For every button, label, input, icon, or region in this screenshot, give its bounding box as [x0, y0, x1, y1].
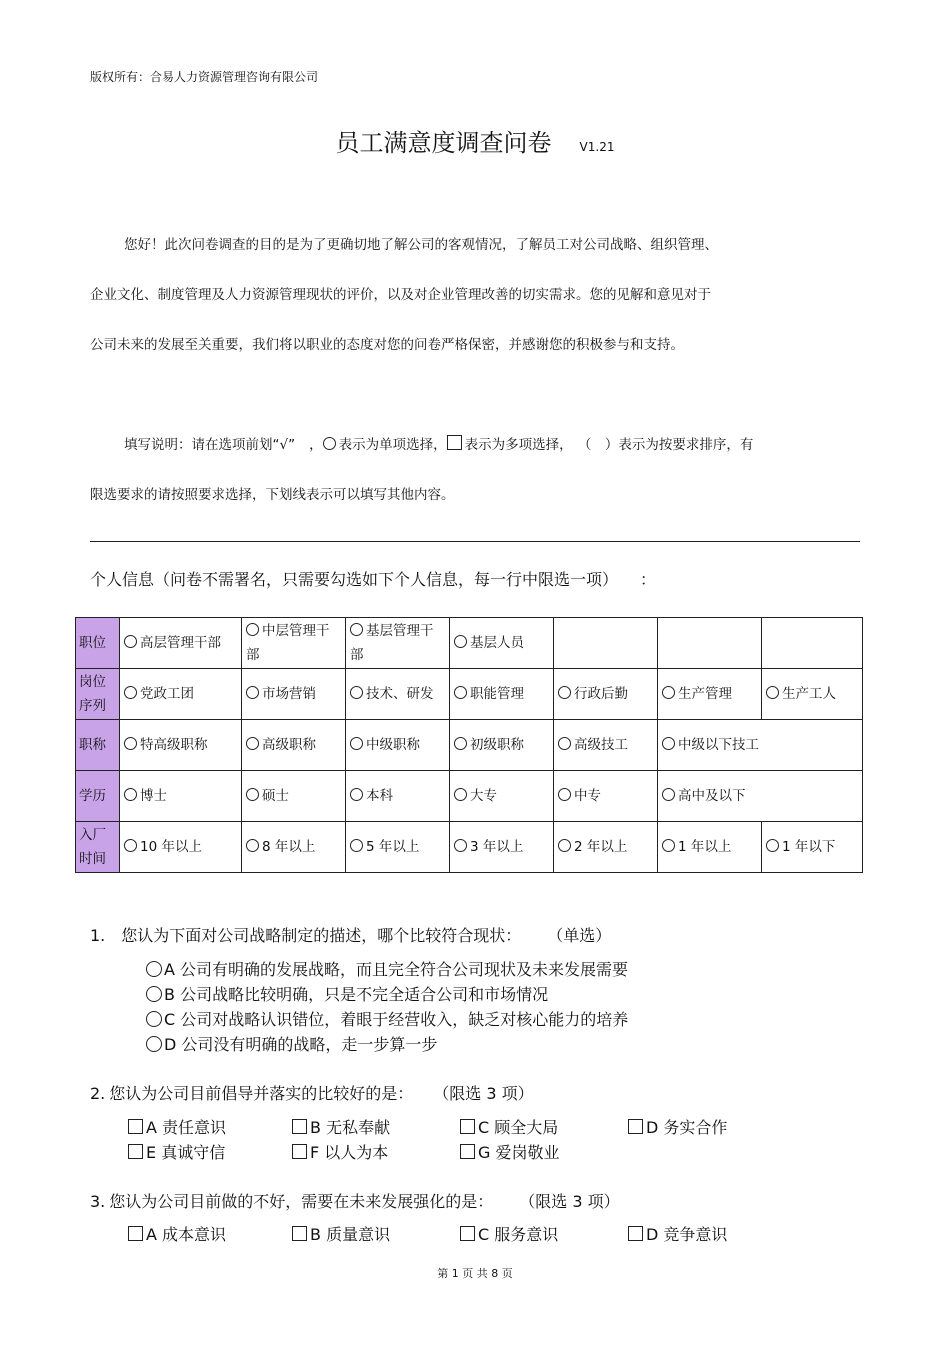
question-text: 您认为公司目前倡导并落实的比较好的是：	[109, 1084, 414, 1103]
option-cell[interactable]	[658, 720, 863, 771]
radio-circle-icon	[766, 839, 779, 852]
option-label: A 公司有明确的发展战略，而且完全符合公司现状及未来发展需要	[164, 960, 629, 979]
option-label: 本科	[366, 788, 393, 804]
row-header-job-family: 岗位序列	[76, 669, 120, 720]
checkbox-icon	[128, 1119, 143, 1134]
option-cell[interactable]	[120, 720, 242, 771]
radio-circle-icon	[246, 686, 259, 699]
option-label: 高中及以下	[678, 788, 746, 804]
option-label: F 以人为本	[310, 1143, 389, 1162]
option-label: 中层管理干部	[246, 623, 330, 663]
instructions-part-c: 表示为单项选择，	[338, 437, 447, 453]
radio-circle-icon	[246, 623, 259, 636]
table-row-job-family	[76, 669, 863, 720]
personal-info-colon: ：	[640, 570, 657, 589]
option-label: 基层管理干部	[350, 623, 434, 663]
option-cell[interactable]	[554, 669, 658, 720]
radio-circle-icon	[350, 686, 363, 699]
radio-circle-icon	[146, 961, 162, 977]
option-label: 行政后勤	[574, 686, 628, 702]
option-cell[interactable]	[450, 822, 554, 873]
option-label: 技术、研发	[366, 686, 434, 702]
instructions-part-b: ，	[309, 437, 323, 453]
page-title	[0, 123, 950, 158]
q2-option-c[interactable]	[460, 1115, 558, 1138]
table-row-title	[76, 720, 863, 771]
option-label: E 真诚守信	[146, 1143, 226, 1162]
option-label: 中级以下技工	[678, 737, 759, 753]
empty-cell	[554, 618, 658, 669]
radio-circle-icon	[350, 623, 363, 636]
table-row-tenure	[76, 822, 863, 873]
radio-circle-icon	[662, 686, 675, 699]
checkbox-icon	[628, 1226, 643, 1241]
option-cell[interactable]	[120, 822, 242, 873]
option-cell[interactable]	[554, 771, 658, 822]
radio-circle-icon	[146, 1036, 162, 1052]
radio-circle-icon	[454, 635, 467, 648]
option-label: D 公司没有明确的战略，走一步算一步	[164, 1035, 438, 1054]
checkbox-icon	[292, 1226, 307, 1241]
radio-circle-icon	[454, 839, 467, 852]
option-label: C 顾全大局	[478, 1118, 559, 1137]
option-label: 大专	[470, 788, 497, 804]
option-cell[interactable]	[242, 822, 346, 873]
q2-option-d[interactable]	[628, 1115, 727, 1138]
question-3	[90, 1189, 620, 1212]
version-label: V1.21	[579, 140, 615, 154]
option-cell[interactable]	[346, 771, 450, 822]
radio-circle-icon	[124, 635, 137, 648]
q3-option-b[interactable]	[292, 1222, 390, 1245]
question-text: 您认为下面对公司战略制定的描述，哪个比较符合现状：	[121, 926, 522, 945]
option-label: 10 年以上	[140, 839, 202, 855]
radio-circle-icon	[662, 737, 675, 750]
option-cell[interactable]	[762, 822, 863, 873]
empty-cell	[658, 618, 762, 669]
intro-line-1: 您好！此次问卷调查的目的是为了更确切地了解公司的客观情况，了解员工对公司战略、组织管理、	[124, 237, 718, 253]
table-row-position	[76, 618, 863, 669]
option-label: A 责任意识	[146, 1118, 227, 1137]
checkbox-icon	[460, 1144, 475, 1159]
option-cell[interactable]	[346, 618, 450, 669]
q1-option-b[interactable]	[146, 982, 548, 1005]
checkbox-icon	[292, 1144, 307, 1159]
option-label: 生产管理	[678, 686, 732, 702]
question-1	[90, 923, 611, 946]
radio-circle-icon	[558, 788, 571, 801]
intro-line-2: 企业文化、制度管理及人力资源管理现状的评价，以及对企业管理改善的切实需求。您的见解和意见对于	[90, 287, 711, 303]
row-header-position: 职位	[76, 618, 120, 669]
option-cell[interactable]	[120, 618, 242, 669]
question-2	[90, 1081, 534, 1104]
radio-circle-icon	[124, 737, 137, 750]
copyright-notice: 版权所有：合易人力资源管理咨询有限公司	[90, 70, 319, 84]
option-label: 中专	[574, 788, 601, 804]
row-header-title: 职称	[76, 720, 120, 771]
page-footer: 第 1 页 共 8 页	[437, 1267, 513, 1280]
instructions-line-2: 限选要求的请按照要求选择，下划线表示可以填写其他内容。	[90, 487, 455, 503]
row-header-education: 学历	[76, 771, 120, 822]
option-cell[interactable]	[242, 618, 346, 669]
option-label: 博士	[140, 788, 167, 804]
option-label: B 无私奉献	[310, 1118, 391, 1137]
option-label: 职能管理	[470, 686, 524, 702]
personal-info-title	[90, 567, 656, 590]
title-text: 员工满意度调查问卷	[335, 129, 552, 157]
option-label: 市场营销	[262, 686, 316, 702]
q2-option-e[interactable]	[128, 1140, 225, 1163]
radio-circle-icon	[454, 788, 467, 801]
radio-circle-icon	[246, 839, 259, 852]
option-label: 高层管理干部	[140, 635, 221, 651]
row-header-tenure: 入厂时间	[76, 822, 120, 873]
radio-circle-icon	[662, 788, 675, 801]
question-number: 3.	[90, 1192, 106, 1211]
instructions-part-d: 表示为多项选择，	[464, 437, 573, 453]
option-label: 硕士	[262, 788, 289, 804]
radio-circle-icon	[146, 986, 162, 1002]
instructions-part-a: 填写说明：请在选项前划“√”	[124, 437, 296, 453]
intro-line-3: 公司未来的发展至关重要，我们将以职业的态度对您的问卷严格保密，并感谢您的积极参与和支持。	[90, 337, 684, 353]
table-row-education	[76, 771, 863, 822]
option-label: A 成本意识	[146, 1225, 227, 1244]
radio-circle-icon	[246, 788, 259, 801]
option-label: 5 年以上	[366, 839, 420, 855]
option-label: 8 年以上	[262, 839, 316, 855]
option-label: D 竞争意识	[646, 1225, 728, 1244]
empty-cell	[762, 618, 863, 669]
radio-circle-icon	[558, 839, 571, 852]
multi-choice-box-icon	[447, 435, 462, 450]
option-label: 2 年以上	[574, 839, 628, 855]
option-label: 3 年以上	[470, 839, 524, 855]
radio-circle-icon	[124, 686, 137, 699]
option-cell[interactable]	[554, 822, 658, 873]
option-cell[interactable]	[658, 771, 863, 822]
checkbox-icon	[128, 1144, 143, 1159]
radio-circle-icon	[350, 737, 363, 750]
option-cell[interactable]	[120, 669, 242, 720]
q2-option-f[interactable]	[292, 1140, 388, 1163]
option-label: 1 年以上	[678, 839, 732, 855]
question-text: 您认为公司目前做的不好，需要在未来发展强化的是：	[109, 1192, 494, 1211]
option-cell[interactable]	[762, 669, 863, 720]
option-cell[interactable]	[242, 669, 346, 720]
option-label: 高级职称	[262, 737, 316, 753]
option-label: 中级职称	[366, 737, 420, 753]
radio-circle-icon	[662, 839, 675, 852]
option-cell[interactable]	[346, 669, 450, 720]
option-cell[interactable]	[450, 720, 554, 771]
q3-option-a[interactable]	[128, 1222, 226, 1245]
instructions-line-1	[90, 433, 860, 453]
radio-circle-icon	[350, 788, 363, 801]
q2-option-a[interactable]	[128, 1115, 226, 1138]
checkbox-icon	[292, 1119, 307, 1134]
radio-circle-icon	[558, 737, 571, 750]
option-label: 基层人员	[470, 635, 524, 651]
option-label: 初级职称	[470, 737, 524, 753]
personal-info-title-text: 个人信息（问卷不需署名，只需要勾选如下个人信息，每一行中限选一项）	[90, 570, 611, 589]
option-label: G 爱岗敬业	[478, 1143, 560, 1162]
q1-option-a[interactable]	[146, 957, 628, 980]
option-label: C 服务意识	[478, 1225, 559, 1244]
option-cell[interactable]	[120, 771, 242, 822]
option-cell[interactable]	[658, 669, 762, 720]
option-label: 高级技工	[574, 737, 628, 753]
option-cell[interactable]	[242, 720, 346, 771]
option-label: C 公司对战略认识错位，着眼于经营收入，缺乏对核心能力的培养	[164, 1010, 629, 1029]
q3-option-d[interactable]	[628, 1222, 727, 1245]
question-number: 2.	[90, 1084, 106, 1103]
single-choice-circle-icon	[323, 437, 336, 450]
option-cell[interactable]	[450, 669, 554, 720]
checkbox-icon	[628, 1119, 643, 1134]
option-label: 党政工团	[140, 686, 194, 702]
q2-option-b[interactable]	[292, 1115, 390, 1138]
radio-circle-icon	[124, 788, 137, 801]
option-cell[interactable]	[450, 771, 554, 822]
radio-circle-icon	[350, 839, 363, 852]
radio-circle-icon	[454, 737, 467, 750]
question-number: 1.	[90, 926, 106, 945]
option-label: B 质量意识	[310, 1225, 391, 1244]
option-cell[interactable]	[242, 771, 346, 822]
instructions-part-e: （ ）表示为按要求排序，有	[584, 437, 754, 453]
q2-option-g[interactable]	[460, 1140, 560, 1163]
radio-circle-icon	[246, 737, 259, 750]
q3-option-c[interactable]	[460, 1222, 558, 1245]
option-cell[interactable]	[346, 720, 450, 771]
radio-circle-icon	[146, 1011, 162, 1027]
q1-option-c[interactable]	[146, 1007, 628, 1030]
personal-info-table	[75, 617, 863, 873]
checkbox-icon	[460, 1119, 475, 1134]
checkbox-icon	[128, 1226, 143, 1241]
radio-circle-icon	[124, 839, 137, 852]
q1-option-d[interactable]	[146, 1032, 437, 1055]
checkbox-icon	[460, 1226, 475, 1241]
question-note: （限选 3 项）	[441, 1084, 534, 1103]
radio-circle-icon	[454, 686, 467, 699]
option-label: 生产工人	[782, 686, 836, 702]
question-note: （单选）	[555, 926, 612, 945]
option-cell[interactable]	[658, 822, 762, 873]
option-cell[interactable]	[346, 822, 450, 873]
divider	[90, 541, 860, 542]
option-label: D 务实合作	[646, 1118, 728, 1137]
option-cell[interactable]	[450, 618, 554, 669]
question-note: （限选 3 项）	[527, 1192, 620, 1211]
option-label: B 公司战略比较明确，只是不完全适合公司和市场情况	[164, 985, 549, 1004]
option-label: 特高级职称	[140, 737, 208, 753]
radio-circle-icon	[766, 686, 779, 699]
option-cell[interactable]	[554, 720, 658, 771]
option-label: 1 年以下	[782, 839, 836, 855]
radio-circle-icon	[558, 686, 571, 699]
